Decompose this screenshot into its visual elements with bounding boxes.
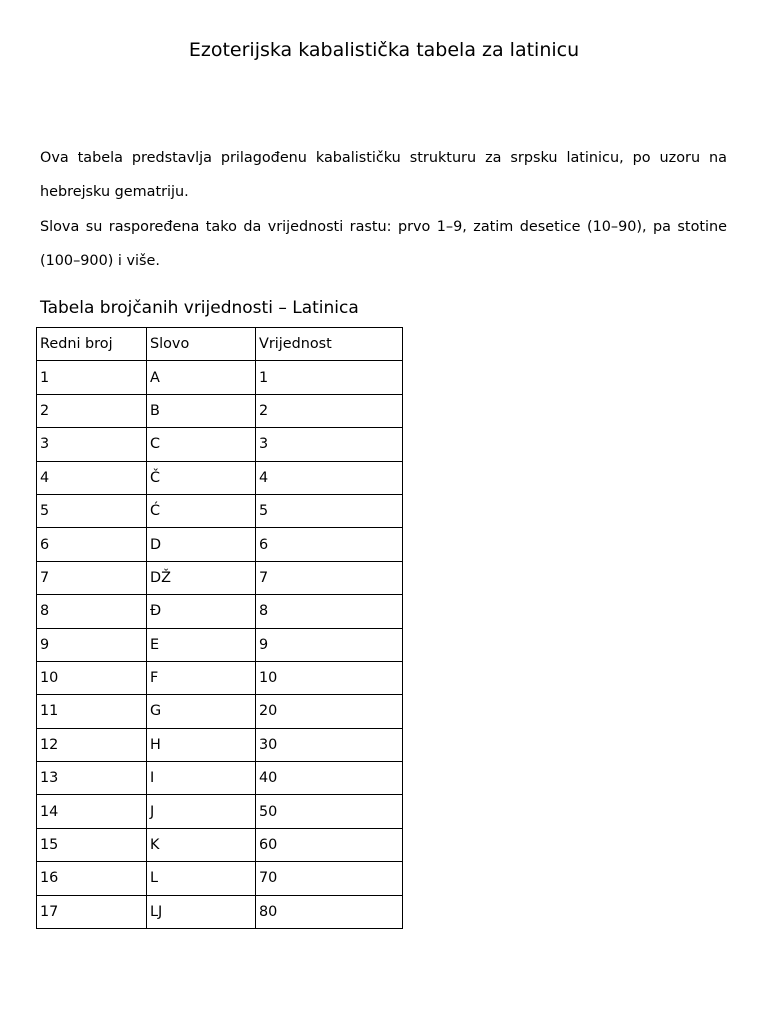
cell-value: 4 — [256, 461, 403, 494]
column-header-ordinal: Redni broj — [37, 328, 147, 361]
cell-value: 70 — [256, 862, 403, 895]
cell-value: 30 — [256, 728, 403, 761]
cell-letter: L — [147, 862, 256, 895]
cell-ordinal: 4 — [37, 461, 147, 494]
cell-letter: Č — [147, 461, 256, 494]
cell-value: 9 — [256, 628, 403, 661]
cell-letter: LJ — [147, 895, 256, 928]
page-title: Ezoterijska kabalistička tabela za latinicu — [188, 39, 580, 61]
column-header-letter: Slovo — [147, 328, 256, 361]
table-body — [37, 361, 403, 929]
table-row — [37, 595, 403, 628]
table-row — [37, 828, 403, 861]
cell-ordinal: 5 — [37, 494, 147, 527]
intro-paragraph: Ova tabela predstavlja prilagođenu kabalističku strukturu za srpsku latinicu, po uzoru na hebrejsku gematriju. — [40, 150, 727, 200]
table-row — [37, 895, 403, 928]
cell-letter: A — [147, 361, 256, 394]
cell-ordinal: 12 — [37, 728, 147, 761]
cell-letter: K — [147, 828, 256, 861]
cell-value: 2 — [256, 394, 403, 427]
cell-ordinal: 7 — [37, 561, 147, 594]
table-row — [37, 862, 403, 895]
cell-value: 10 — [256, 661, 403, 694]
cell-value: 20 — [256, 695, 403, 728]
cell-letter: J — [147, 795, 256, 828]
cell-ordinal: 8 — [37, 595, 147, 628]
cell-value: 6 — [256, 528, 403, 561]
cell-value: 8 — [256, 595, 403, 628]
cell-ordinal: 6 — [37, 528, 147, 561]
cell-ordinal: 10 — [37, 661, 147, 694]
table-row — [37, 528, 403, 561]
intro-text — [40, 141, 727, 279]
cell-value: 3 — [256, 428, 403, 461]
table-header-row — [37, 328, 403, 361]
cell-value: 7 — [256, 561, 403, 594]
cell-ordinal: 13 — [37, 762, 147, 795]
table-row — [37, 661, 403, 694]
cell-letter: G — [147, 695, 256, 728]
table-row — [37, 394, 403, 427]
cell-letter: E — [147, 628, 256, 661]
cell-ordinal: 14 — [37, 795, 147, 828]
cell-letter: B — [147, 394, 256, 427]
intro-paragraph: Slova su raspoređena tako da vrijednosti rastu: prvo 1–9, zatim desetice (10–90), pa stotine (100–900) i više. — [40, 219, 727, 269]
table-row — [37, 561, 403, 594]
cell-ordinal: 3 — [37, 428, 147, 461]
table-row — [37, 695, 403, 728]
table-row — [37, 361, 403, 394]
cell-letter: Ć — [147, 494, 256, 527]
table-row — [37, 428, 403, 461]
cell-letter: D — [147, 528, 256, 561]
cell-letter: C — [147, 428, 256, 461]
cell-value: 50 — [256, 795, 403, 828]
cell-ordinal: 15 — [37, 828, 147, 861]
table-row — [37, 728, 403, 761]
table-row — [37, 795, 403, 828]
cell-letter: F — [147, 661, 256, 694]
cell-letter: H — [147, 728, 256, 761]
cell-value: 60 — [256, 828, 403, 861]
cell-ordinal: 1 — [37, 361, 147, 394]
table-heading: Tabela brojčanih vrijednosti – Latinica — [40, 298, 359, 318]
cell-ordinal: 9 — [37, 628, 147, 661]
cell-ordinal: 11 — [37, 695, 147, 728]
cell-letter: Đ — [147, 595, 256, 628]
cell-ordinal: 16 — [37, 862, 147, 895]
table-row — [37, 461, 403, 494]
table-row — [37, 762, 403, 795]
column-header-value: Vrijednost — [256, 328, 403, 361]
table-row — [37, 628, 403, 661]
table-row — [37, 494, 403, 527]
cell-value: 80 — [256, 895, 403, 928]
cell-ordinal: 2 — [37, 394, 147, 427]
cell-ordinal: 17 — [37, 895, 147, 928]
cell-letter: I — [147, 762, 256, 795]
cell-value: 1 — [256, 361, 403, 394]
cell-value: 5 — [256, 494, 403, 527]
value-table — [36, 327, 403, 929]
cell-letter: DŽ — [147, 561, 256, 594]
cell-value: 40 — [256, 762, 403, 795]
